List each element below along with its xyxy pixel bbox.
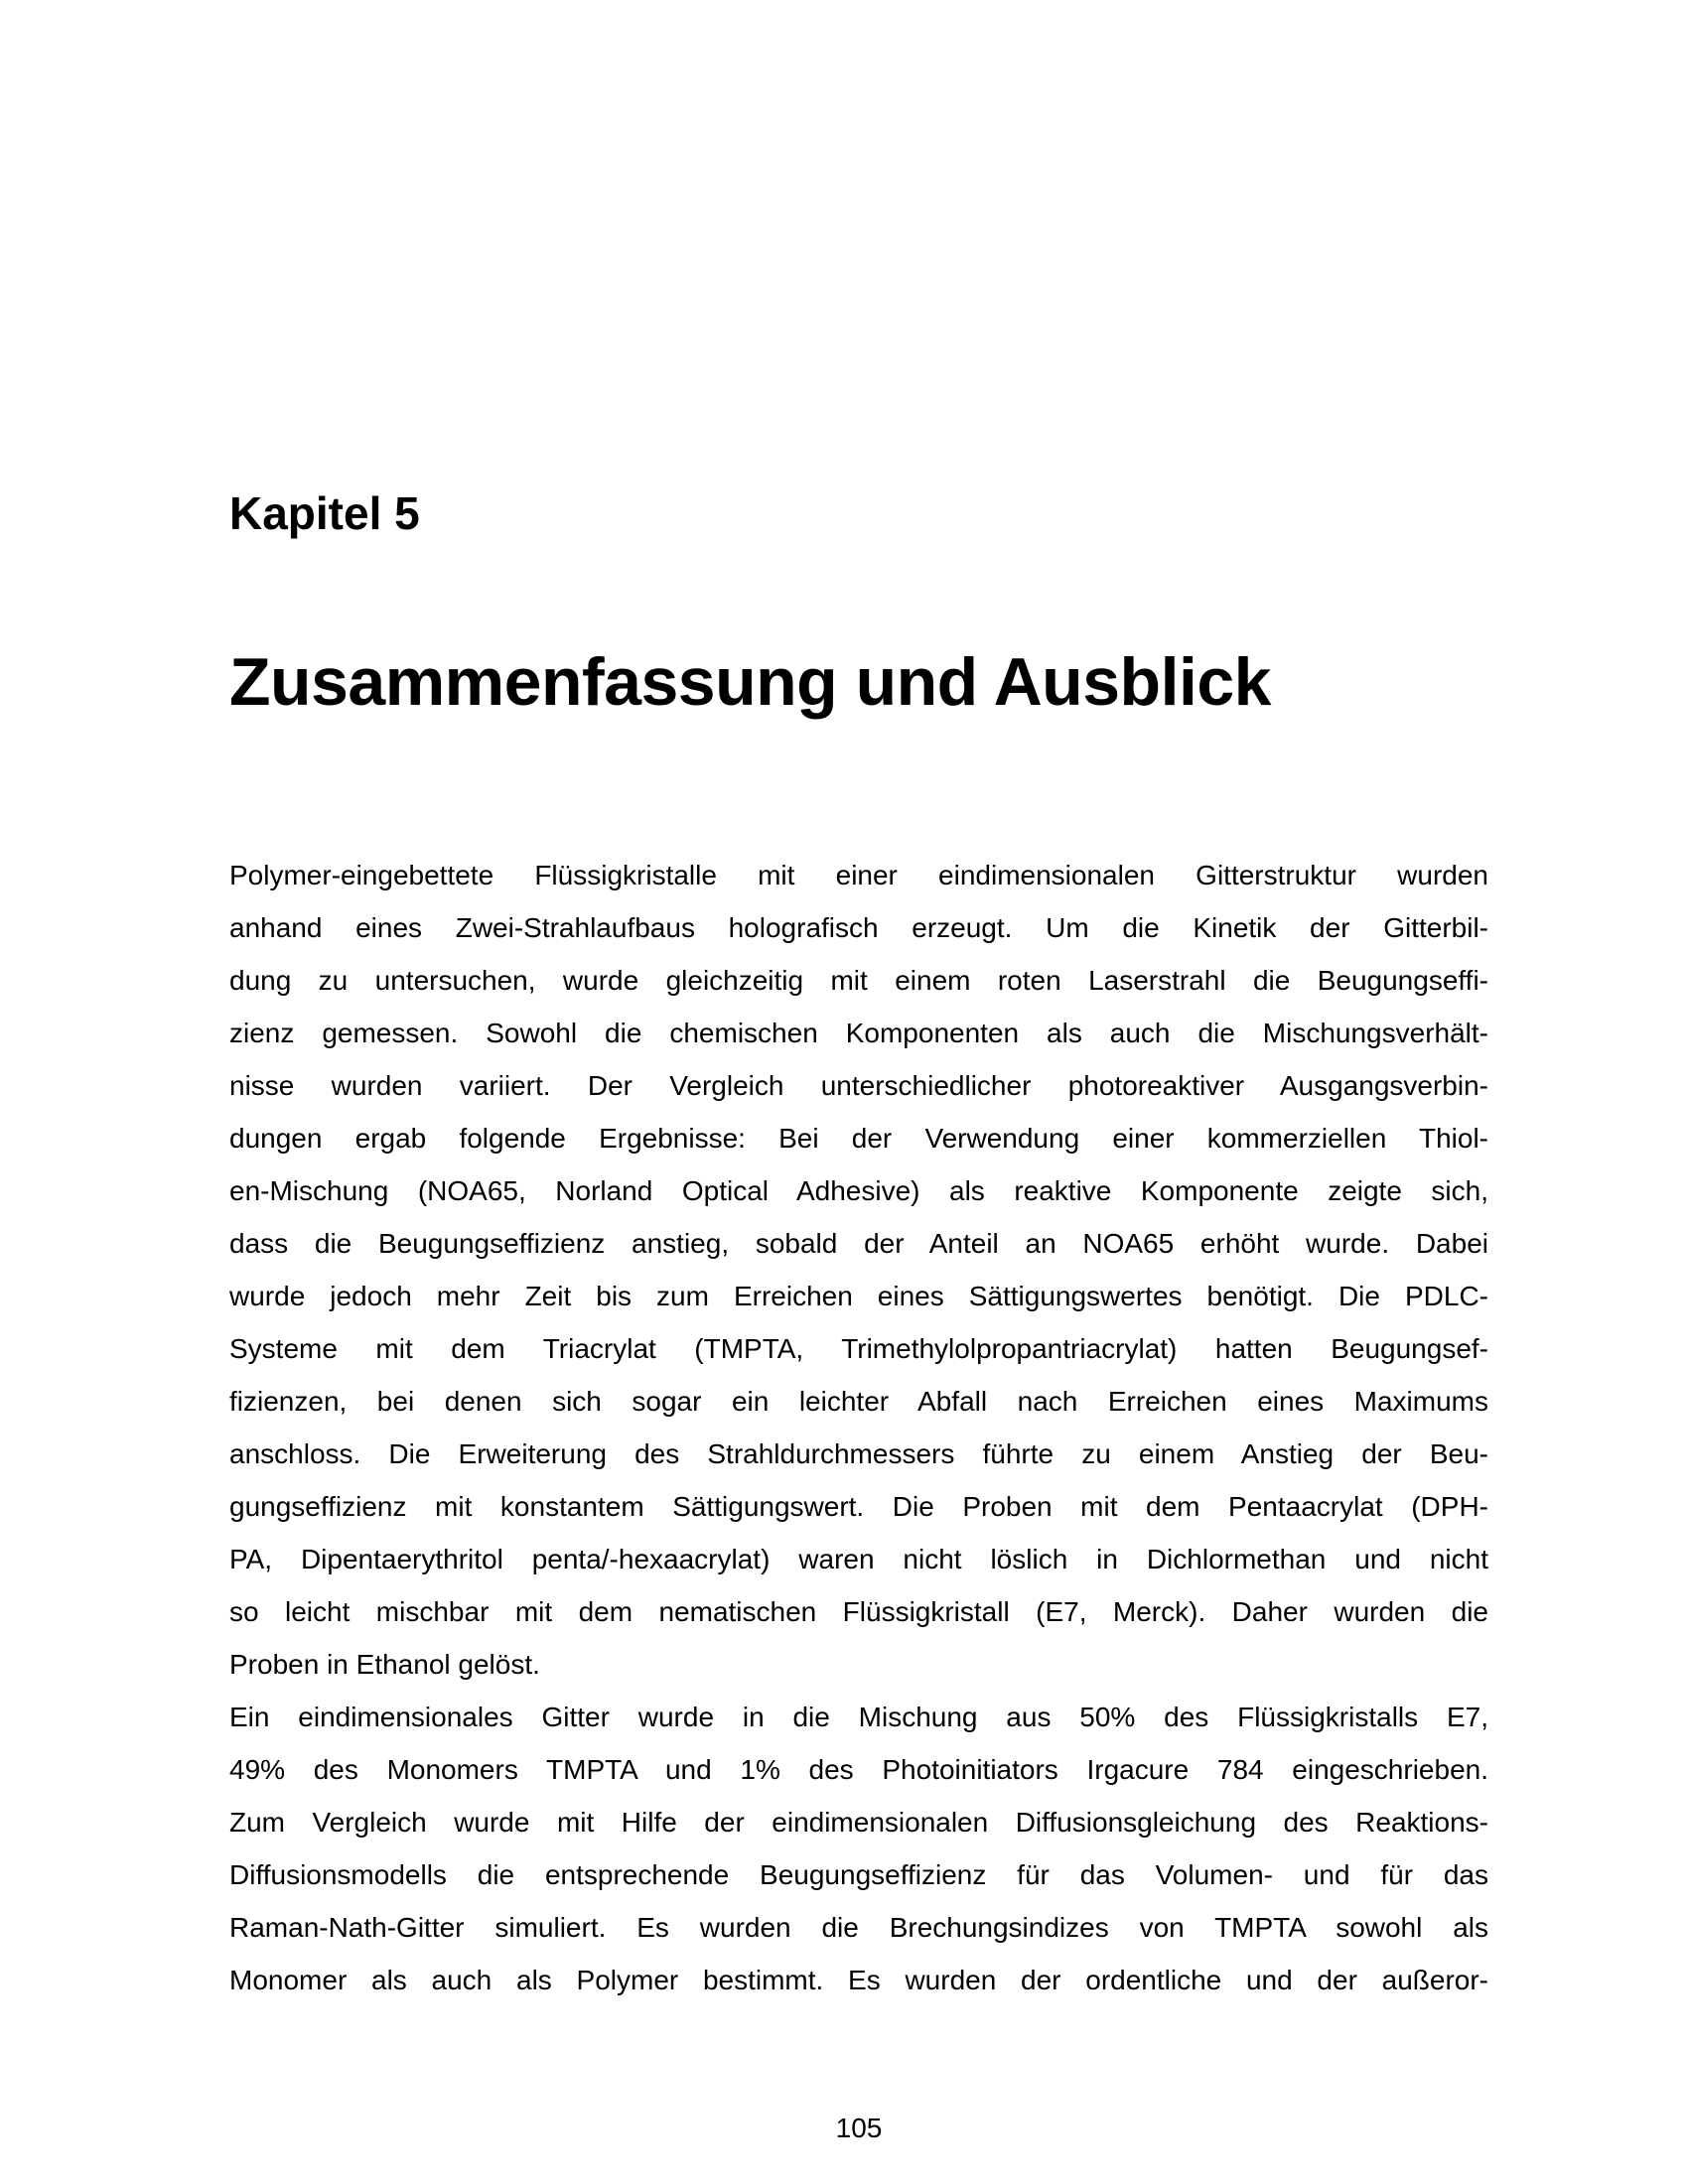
text-line: zienz gemessen. Sowohl die chemischen Komponenten als auch die Mischungsverhält-: [229, 1018, 1488, 1048]
text-line: Zum Vergleich wurde mit Hilfe der eindimensionalen Diffusionsgleichung des Reaktions-: [229, 1807, 1488, 1838]
text-line: dungen ergab folgende Ergebnisse: Bei der Verwendung einer kommerziellen Thiol-: [229, 1123, 1488, 1154]
text-line: so leicht mischbar mit dem nematischen Flüssigkristall (E7, Merck). Daher wurden die: [229, 1596, 1488, 1627]
page-number: 105: [835, 2113, 883, 2143]
text-line: anhand eines Zwei-Strahlaufbaus holografisch erzeugt. Um die Kinetik der Gitterbil-: [229, 912, 1488, 943]
text-line: Monomer als auch als Polymer bestimmt. Es wurden der ordentliche und der außeror-: [229, 1965, 1488, 1995]
chapter-label: Kapitel 5: [229, 487, 420, 539]
body-text: [229, 849, 1488, 2006]
text-line: Diffusionsmodells die entsprechende Beugungseffizienz für das Volumen- und für das: [229, 1859, 1488, 1890]
text-line: wurde jedoch mehr Zeit bis zum Erreichen eines Sättigungswertes benötigt. Die PDLC-: [229, 1281, 1488, 1311]
paragraph: [229, 849, 1488, 1691]
text-line: Systeme mit dem Triacrylat (TMPTA, Trimethylolpropantriacrylat) hatten Beugungsef-: [229, 1333, 1488, 1364]
text-line: en-Mischung (NOA65, Norland Optical Adhesive) als reaktive Komponente zeigte sich,: [229, 1175, 1488, 1206]
text-line: nisse wurden variiert. Der Vergleich unterschiedlicher photoreaktiver Ausgangsverbin-: [229, 1070, 1488, 1101]
text-line: Proben in Ethanol gelöst.: [229, 1649, 540, 1680]
text-line: dung zu untersuchen, wurde gleichzeitig mit einem roten Laserstrahl die Beugungseffi-: [229, 965, 1488, 996]
text-line: Ein eindimensionales Gitter wurde in die Mischung aus 50% des Flüssigkristalls E7,: [229, 1702, 1488, 1732]
text-line: Polymer-eingebettete Flüssigkristalle mit einer eindimensionalen Gitterstruktur wurden: [229, 860, 1488, 890]
text-line: dass die Beugungseffizienz anstieg, sobald der Anteil an NOA65 erhöht wurde. Dabei: [229, 1228, 1488, 1259]
text-line: PA, Dipentaerythritol penta/-hexaacrylat) waren nicht löslich in Dichlormethan und nicht: [229, 1544, 1488, 1574]
paragraph: [229, 1691, 1488, 2006]
text-line: Raman-Nath-Gitter simuliert. Es wurden die Brechungsindizes von TMPTA sowohl als: [229, 1912, 1488, 1943]
text-line: anschloss. Die Erweiterung des Strahldurchmessers führte zu einem Anstieg der Beu-: [229, 1438, 1488, 1469]
text-line: 49% des Monomers TMPTA und 1% des Photoinitiators Irgacure 784 eingeschrieben.: [229, 1754, 1488, 1785]
chapter-title: Zusammenfassung und Ausblick: [229, 644, 1271, 720]
text-line: fizienzen, bei denen sich sogar ein leichter Abfall nach Erreichen eines Maximums: [229, 1386, 1488, 1417]
text-block: [229, 0, 1488, 2184]
text-line: gungseffizienz mit konstantem Sättigungswert. Die Proben mit dem Pentaacrylat (DPH-: [229, 1491, 1488, 1522]
